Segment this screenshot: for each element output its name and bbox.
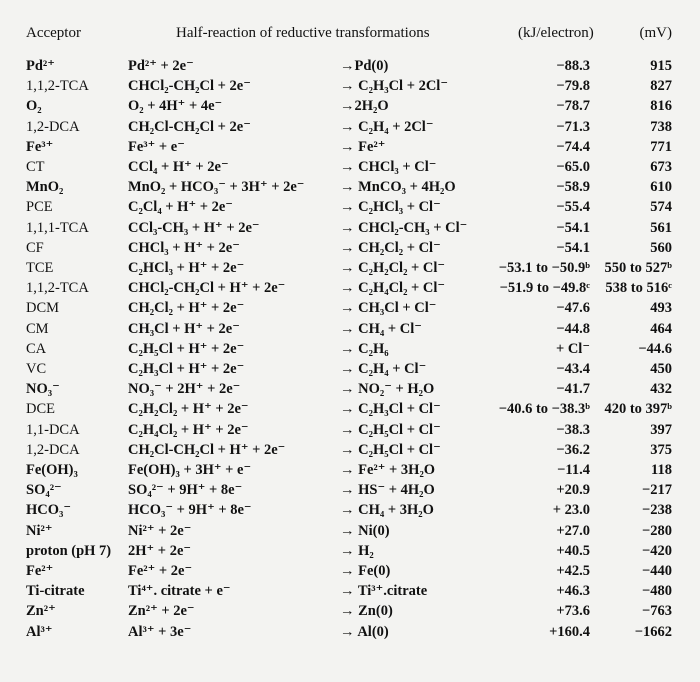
table-row [0, 56, 700, 76]
mv-cell: −763 [641, 603, 672, 620]
reactants-cell: MnO₂ + HCO₃⁻ + 3H⁺ + 2e⁻ [128, 179, 305, 196]
table-row [0, 157, 700, 177]
mv-cell: 450 [650, 361, 672, 377]
table-row [0, 137, 700, 157]
acceptor-cell: Zn²⁺ [26, 603, 56, 620]
acceptor-cell: 1,1-DCA [26, 421, 80, 438]
table-row [0, 521, 700, 541]
products-cell: → CH₃Cl + Cl⁻ [340, 300, 437, 317]
reactants-cell: Al³⁺ + 3e⁻ [128, 623, 192, 640]
reactants-cell: CHCl₃ + H⁺ + 2e⁻ [128, 239, 240, 256]
kj-cell: +42.5 [556, 563, 590, 579]
reactants-cell: Fe²⁺ + 2e⁻ [128, 563, 193, 579]
products-cell: → NO₂⁻ + H₂O [340, 381, 435, 398]
mv-cell: 771 [650, 138, 672, 155]
acceptor-cell: CA [26, 340, 47, 357]
mv-cell: −280 [641, 522, 672, 539]
mv-cell: 432 [650, 381, 672, 398]
acceptor-cell: 1,1,1-TCA [26, 219, 89, 236]
products-cell: → C₂H₃Cl + 2Cl⁻ [340, 78, 448, 95]
mv-cell: 915 [650, 58, 672, 74]
products-cell: → C₂H₄ + Cl⁻ [340, 361, 427, 377]
mv-cell: −440 [641, 563, 672, 579]
table-row [0, 218, 700, 238]
products-cell: → CH₄ + Cl⁻ [340, 320, 422, 337]
mv-cell: 561 [650, 219, 672, 236]
reactants-cell: CH₂Cl-CH₂Cl + 2e⁻ [128, 118, 251, 135]
products-cell: → Fe²⁺ + 3H₂O [340, 462, 436, 478]
reactants-cell: Ni²⁺ + 2e⁻ [128, 522, 192, 539]
reactants-cell: C₂H₅Cl + H⁺ + 2e⁻ [128, 340, 245, 357]
kj-cell: +73.6 [556, 603, 590, 620]
table-row [0, 440, 700, 460]
products-cell: → CHCl₃ + Cl⁻ [340, 159, 437, 175]
products-cell: → C₂H₄ + 2Cl⁻ [340, 118, 434, 135]
acceptor-cell: 1,2-DCA [26, 118, 80, 135]
table-row [0, 117, 700, 137]
table-row [0, 96, 700, 116]
table-row [0, 359, 700, 379]
mv-cell: 375 [650, 441, 672, 458]
products-cell: → Zn(0) [340, 603, 393, 620]
header-half-reaction: Half-reaction of reductive transformations [176, 25, 430, 41]
header-kj: (kJ/electron) [518, 25, 594, 41]
reactants-cell: CCl₃-CH₃ + H⁺ + 2e⁻ [128, 219, 260, 236]
mv-cell: 420 to 397ᵇ [604, 401, 672, 418]
kj-cell: −78.7 [556, 98, 590, 115]
reactants-cell: CH₂Cl-CH₂Cl + H⁺ + 2e⁻ [128, 441, 286, 458]
kj-cell: −51.9 to −49.8ᶜ [499, 280, 590, 297]
acceptor-cell: O₂ [26, 98, 42, 115]
acceptor-cell: HCO₃⁻ [26, 502, 72, 519]
kj-cell: −55.4 [556, 199, 590, 216]
header-acceptor: Acceptor [26, 25, 81, 41]
mv-cell: −44.6 [638, 340, 672, 357]
table-row [0, 298, 700, 318]
kj-cell: +160.4 [549, 623, 590, 640]
reactants-cell: CCl₄ + H⁺ + 2e⁻ [128, 159, 229, 175]
mv-cell: 560 [650, 239, 672, 256]
mv-cell: 673 [650, 159, 672, 175]
mv-cell: 550 to 527ᵇ [604, 260, 672, 276]
kj-cell: −88.3 [556, 58, 590, 74]
header-mv: (mV) [639, 25, 672, 41]
kj-cell: +27.0 [556, 522, 590, 539]
table-row [0, 319, 700, 339]
acceptor-cell: Fe³⁺ [26, 138, 54, 155]
kj-cell: + Cl⁻ [555, 340, 590, 357]
reactants-cell: Fe³⁺ + e⁻ [128, 138, 185, 155]
products-cell: → Fe²⁺ [340, 138, 386, 155]
reactants-cell: NO₃⁻ + 2H⁺ + 2e⁻ [128, 381, 241, 398]
products-cell: → CH₄ + 3H₂O [340, 502, 434, 519]
mv-cell: 738 [650, 118, 672, 135]
table-row [0, 420, 700, 440]
reactants-cell: O₂ + 4H⁺ + 4e⁻ [128, 98, 223, 115]
products-cell: →2H₂O [340, 98, 389, 115]
mv-cell: −217 [641, 482, 672, 499]
acceptor-cell: NO₃⁻ [26, 381, 60, 398]
table-row [0, 339, 700, 359]
acceptor-cell: Fe(OH)₃ [26, 462, 78, 478]
kj-cell: −38.3 [556, 421, 590, 438]
reactants-cell: Pd²⁺ + 2e⁻ [128, 58, 194, 74]
reactants-cell: Fe(OH)₃ + 3H⁺ + e⁻ [128, 462, 252, 478]
table-row [0, 177, 700, 197]
products-cell: → CHCl₂-CH₃ + Cl⁻ [340, 219, 468, 236]
mv-cell: 538 to 516ᶜ [605, 280, 672, 297]
mv-cell: 464 [650, 320, 672, 337]
kj-cell: −74.4 [556, 138, 590, 155]
products-cell: → C₂HCl₃ + Cl⁻ [340, 199, 441, 216]
table-row [0, 500, 700, 520]
mv-cell: 610 [650, 179, 672, 196]
kj-cell: −58.9 [556, 179, 590, 196]
acceptor-cell: DCE [26, 401, 55, 418]
products-cell: → C₂H₃Cl + Cl⁻ [340, 401, 441, 418]
mv-cell: −480 [641, 583, 672, 600]
mv-cell: 827 [650, 78, 672, 95]
kj-cell: −41.7 [556, 381, 590, 398]
kj-cell: + 23.0 [552, 502, 590, 519]
kj-cell: −54.1 [556, 239, 590, 256]
reactants-cell: C₂H₃Cl + H⁺ + 2e⁻ [128, 361, 245, 377]
products-cell: → MnCO₃ + 4H₂O [340, 179, 456, 196]
reactants-cell: C₂H₂Cl₂ + H⁺ + 2e⁻ [128, 401, 249, 418]
reactants-cell: CHCl₂-CH₂Cl + 2e⁻ [128, 78, 251, 95]
acceptor-cell: Ti-citrate [26, 583, 85, 600]
mv-cell: 816 [650, 98, 672, 115]
acceptor-cell: Fe²⁺ [26, 563, 54, 579]
kj-cell: −79.8 [556, 78, 590, 95]
table-row [0, 480, 700, 500]
table-row [0, 76, 700, 96]
kj-cell: −65.0 [556, 159, 590, 175]
acceptor-cell: TCE [26, 260, 54, 276]
kj-cell: −44.8 [556, 320, 590, 337]
acceptor-cell: proton (pH 7) [26, 542, 112, 559]
table-row [0, 622, 700, 642]
reactants-cell: CH₃Cl + H⁺ + 2e⁻ [128, 320, 240, 337]
reactants-cell: 2H⁺ + 2e⁻ [128, 542, 192, 559]
acceptor-cell: PCE [26, 199, 53, 216]
kj-cell: +40.5 [556, 542, 590, 559]
acceptor-cell: 1,1,2-TCA [26, 78, 89, 95]
acceptor-cell: Al³⁺ [26, 623, 53, 640]
table-row [0, 238, 700, 258]
acceptor-cell: 1,1,2-TCA [26, 280, 89, 297]
products-cell: → Fe(0) [340, 563, 391, 579]
acceptor-cell: MnO₂ [26, 179, 64, 196]
kj-cell: +20.9 [556, 482, 590, 499]
acceptor-cell: Pd²⁺ [26, 58, 55, 74]
table-row [0, 541, 700, 561]
table-row [0, 379, 700, 399]
reactants-cell: SO₄²⁻ + 9H⁺ + 8e⁻ [128, 482, 243, 499]
acceptor-cell: CT [26, 159, 45, 175]
table-row [0, 460, 700, 480]
products-cell: → CH₂Cl₂ + Cl⁻ [340, 239, 441, 256]
table-row [0, 197, 700, 217]
products-cell: → Al(0) [340, 623, 389, 640]
mv-cell: 574 [650, 199, 672, 216]
acceptor-cell: CM [26, 320, 49, 337]
table-row [0, 399, 700, 419]
acceptor-cell: CF [26, 239, 44, 256]
mv-cell: 493 [650, 300, 672, 317]
reactants-cell: C₂HCl₃ + H⁺ + 2e⁻ [128, 260, 245, 276]
kj-cell: −47.6 [556, 300, 590, 317]
table-row [0, 561, 700, 581]
products-cell: → H₂ [340, 542, 374, 559]
table-row [0, 581, 700, 601]
reactants-cell: C₂Cl₄ + H⁺ + 2e⁻ [128, 199, 233, 216]
acceptor-cell: 1,2-DCA [26, 441, 80, 458]
kj-cell: +46.3 [556, 583, 590, 600]
kj-cell: −11.4 [557, 462, 590, 478]
acceptor-cell: DCM [26, 300, 60, 317]
mv-cell: −1662 [634, 623, 672, 640]
products-cell: → C₂H₅Cl + Cl⁻ [340, 441, 441, 458]
products-cell: → HS⁻ + 4H₂O [340, 482, 435, 499]
mv-cell: 397 [650, 421, 672, 438]
table-row [0, 601, 700, 621]
products-cell: → C₂H₂Cl₂ + Cl⁻ [340, 260, 446, 276]
kj-cell: −36.2 [556, 441, 590, 458]
table-row [0, 258, 700, 278]
mv-cell: 118 [651, 462, 672, 478]
products-cell: → C₂H₆ [340, 340, 389, 357]
reactants-cell: Ti⁴⁺. citrate + e⁻ [128, 583, 231, 600]
acceptor-cell: SO₄²⁻ [26, 482, 62, 499]
reactants-cell: C₂H₄Cl₂ + H⁺ + 2e⁻ [128, 421, 249, 438]
products-cell: → Ti³⁺.citrate [340, 583, 428, 600]
kj-cell: −54.1 [556, 219, 590, 236]
kj-cell: −43.4 [556, 361, 590, 377]
products-cell: →Pd(0) [340, 58, 389, 74]
products-cell: → C₂H₅Cl + Cl⁻ [340, 421, 441, 438]
products-cell: → C₂H₄Cl₂ + Cl⁻ [340, 280, 446, 297]
reactants-cell: CHCl₂-CH₂Cl + H⁺ + 2e⁻ [128, 280, 286, 297]
kj-cell: −53.1 to −50.9ᵇ [498, 260, 590, 276]
products-cell: → Ni(0) [340, 522, 390, 539]
table-row [0, 278, 700, 298]
acceptor-cell: Ni²⁺ [26, 522, 53, 539]
kj-cell: −40.6 to −38.3ᵇ [498, 401, 590, 418]
reactants-cell: CH₂Cl₂ + H⁺ + 2e⁻ [128, 300, 245, 317]
reactants-cell: HCO₃⁻ + 9H⁺ + 8e⁻ [128, 502, 252, 519]
mv-cell: −238 [641, 502, 672, 519]
mv-cell: −420 [641, 542, 672, 559]
acceptor-cell: VC [26, 361, 47, 377]
kj-cell: −71.3 [556, 118, 590, 135]
reactants-cell: Zn²⁺ + 2e⁻ [128, 603, 195, 620]
